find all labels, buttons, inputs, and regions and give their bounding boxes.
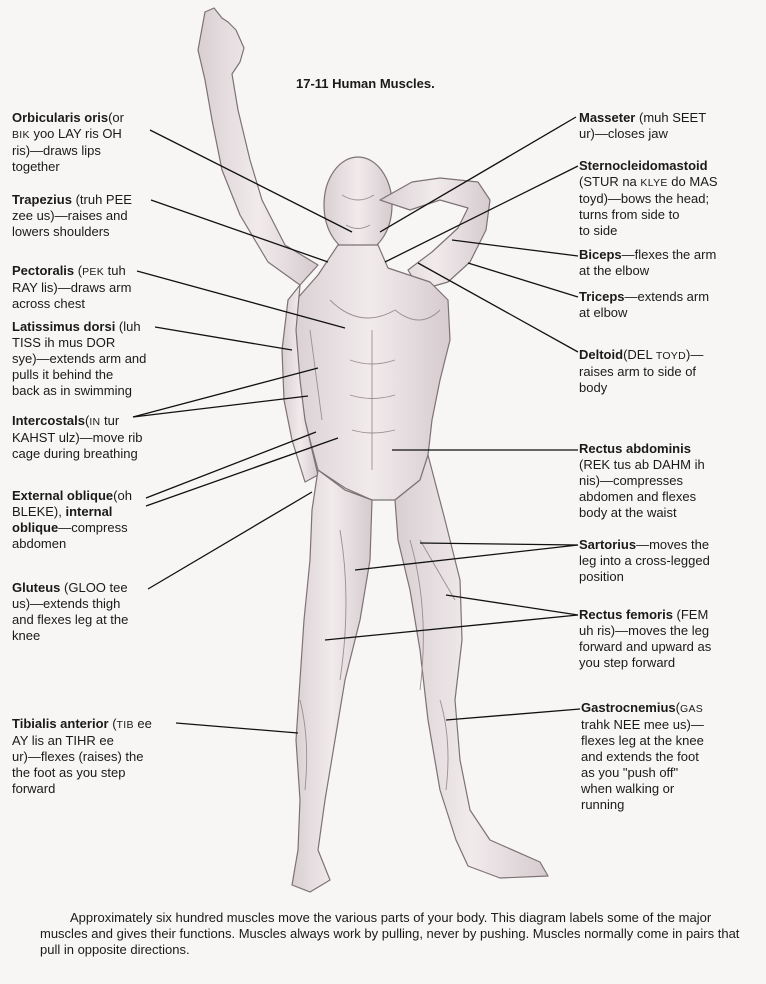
label-latissimus-dorsi: Latissimus dorsi (luh TISS ih mus DOR sye)—extends arm and pulls it behind the back as in swimming — [12, 319, 147, 398]
left-leg — [292, 470, 372, 892]
label-sartorius: Sartorius—moves the leg into a cross-legged position — [579, 537, 710, 584]
leader-tibialis — [176, 723, 298, 733]
label-trapezius: Trapezius (truh PEE zee us)—raises and lowers shoulders — [12, 192, 132, 239]
label-gastrocnemius: Gastrocnemius(GAS trahk NEE mee us)— flexes leg at the knee and extends the foot as you "push off" when walking or running — [581, 700, 704, 812]
leader-gluteus — [148, 492, 312, 589]
leader-latissimus — [155, 327, 292, 350]
leader-sterno — [385, 166, 578, 262]
leader-rectusfem-1 — [446, 595, 578, 615]
label-triceps: Triceps—extends arm at elbow — [579, 289, 710, 320]
raised-arm — [198, 8, 318, 285]
diagram-title: 17-11 Human Muscles. — [296, 76, 435, 91]
label-tibialis-anterior: Tibialis anterior (TIB ee AY lis an TIHR ee ur)—flexes (raises) the the foot as you step forward — [12, 716, 152, 796]
label-orbicularis-oris: Orbicularis oris(or BIK yoo LAY ris OH ris)—draws lips together — [12, 110, 124, 174]
label-biceps: Biceps—flexes the arm at the elbow — [579, 247, 717, 278]
label-external-internal-oblique: External oblique(oh BLEKE), internal oblique—compress abdomen — [12, 488, 132, 551]
label-deltoid: Deltoid(DEL TOYD)— raises arm to side of body — [579, 347, 704, 395]
head — [324, 157, 392, 253]
label-masseter: Masseter (muh SEET ur)—closes jaw — [579, 110, 707, 141]
label-intercostals: Intercostals(IN tur KAHST ulz)—move rib cage during breathing — [12, 413, 143, 461]
diagram-caption: Approximately six hundred muscles move the various parts of your body. This diagram labels some of the major muscles and gives their functions. Muscles always work by pulling, never by pushing. Muscles normally come in pairs that pull in opposite directions. — [40, 910, 740, 957]
label-sternocleidomastoid: Sternocleidomastoid (STUR na KLYE do MAS toyd)—bows the head; turns from side to to side — [579, 158, 718, 238]
label-rectus-femoris: Rectus femoris (FEM uh ris)—moves the leg forward and upward as you step forward — [579, 607, 712, 670]
label-gluteus: Gluteus (GLOO tee us)—extends thigh and flexes leg at the knee — [12, 580, 129, 643]
right-leg — [395, 455, 548, 878]
leader-sartorius-2 — [355, 545, 578, 570]
label-rectus-abdominis: Rectus abdominis (REK tus ab DAHM ih nis)—compresses abdomen and flexes body at the waist — [579, 441, 705, 520]
leader-gastro — [446, 709, 580, 720]
label-pectoralis: Pectoralis (PEK tuh RAY lis)—draws arm across chest — [12, 263, 132, 311]
leader-triceps — [468, 263, 578, 297]
